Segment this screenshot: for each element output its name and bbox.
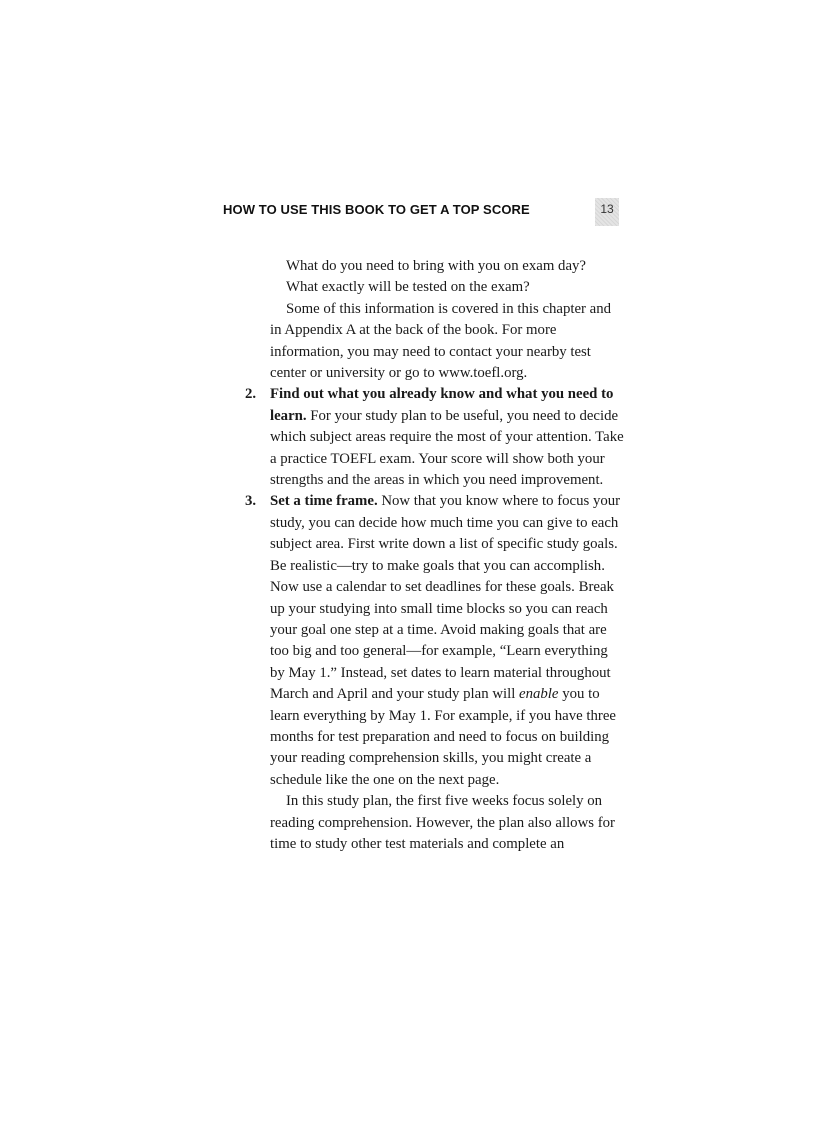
list-item-number: 3. — [245, 493, 257, 510]
list-item-text-continued: you to learn everything by May 1. For example, if you have three months for test preparation and need to focus on building your reading comprehension skills, you might create a schedule like the one on the next page. — [270, 686, 616, 788]
list-item-text: For your study plan to be useful, you need to decide which subject areas require the most of your attention. Take a practice TOEFL exam. Your score will show both your strengths and the areas in which you need improvement. — [270, 407, 624, 489]
list-item-3 — [245, 491, 625, 855]
page-number: 13 — [595, 198, 619, 226]
list-item-paragraph — [270, 491, 625, 791]
list-item-number: 2. — [245, 386, 257, 403]
list-item-text: Now that you know where to focus your study, you can decide how much time you can give to each subject area. First write down a list of specific study goals. Be realistic—try to make goals that you can accomplish. Now use a calendar to set deadlines for these goals. Break up your studying into small time blocks so you can reach your goal one step at a time. Avoid making goals that are too big and too general—for example, “Learn everything by May 1.” Instead, set dates to learn material throughout March and April and your study plan will — [270, 493, 621, 703]
intro-question-2: What exactly will be tested on the exam? — [286, 279, 530, 296]
list-item-lead: Set a time frame. — [270, 493, 378, 510]
list-item-2 — [245, 384, 625, 491]
list-item-continuation: In this study plan, the first five weeks focus solely on reading comprehension. However, the plan also allows for time to study other test materials and complete an — [270, 793, 615, 852]
intro-section — [245, 256, 625, 384]
running-head-title: HOW TO USE THIS BOOK TO GET A TOP SCORE — [223, 202, 530, 217]
list-item-paragraph — [270, 384, 625, 491]
running-head — [223, 198, 621, 226]
intro-paragraph: Some of this information is covered in this chapter and in Appendix A at the back of the book. For more information, you may need to contact your nearby test center or university or go to www.toefl.org. — [270, 300, 612, 382]
emphasized-word: enable — [519, 686, 559, 703]
intro-question-1: What do you need to bring with you on exam day? — [286, 258, 586, 274]
body-text — [245, 256, 625, 855]
list-item-lead: Find out what you already know and what you need to learn. — [270, 386, 614, 424]
